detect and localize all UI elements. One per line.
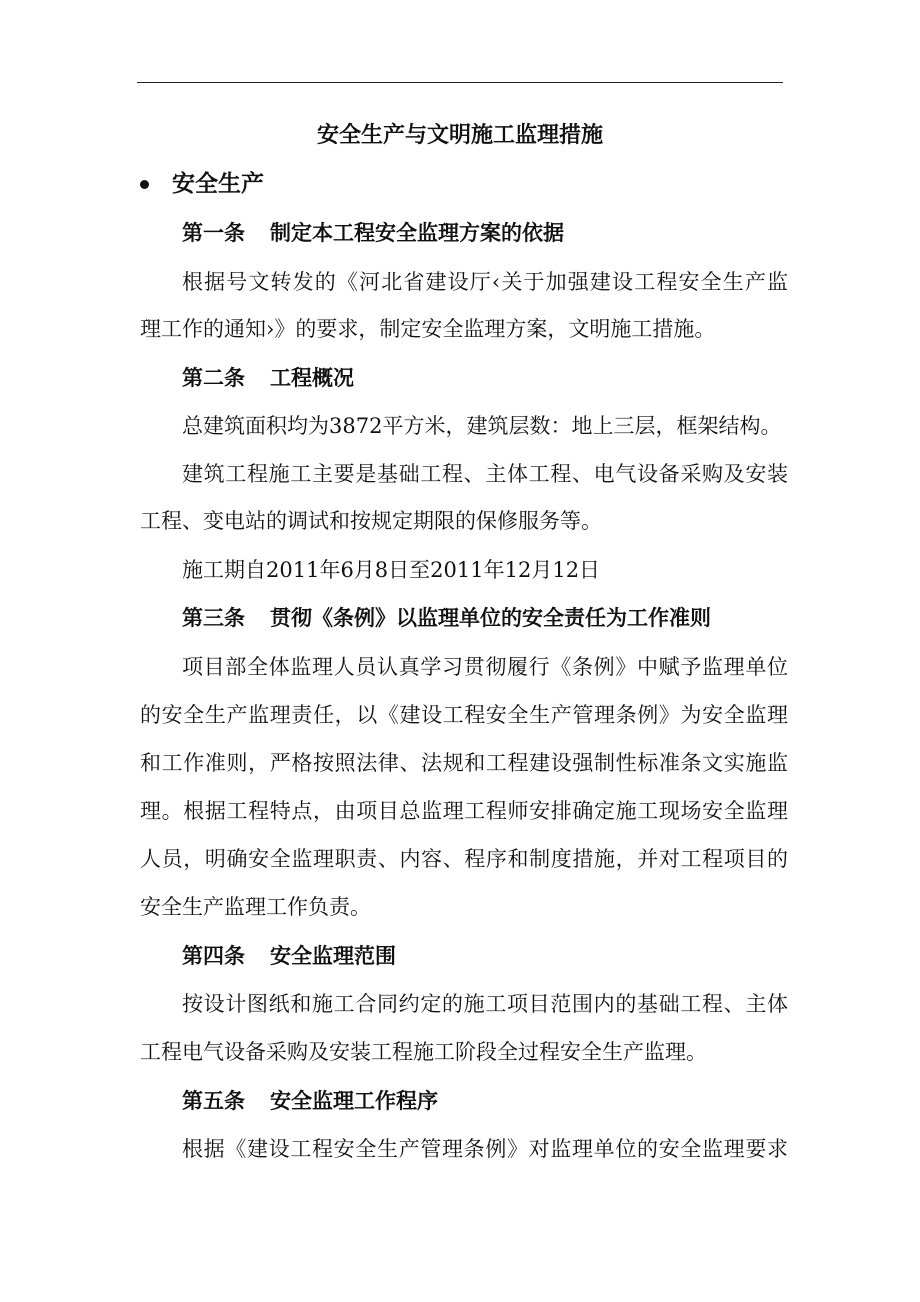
paragraph-line: 按设计图纸和施工合同约定的施工项目范围内的基础工程、主体 [182, 992, 788, 1016]
article-1-heading [182, 219, 564, 247]
article-3-label: 第三条 [182, 606, 245, 630]
paragraph-line: 工程电气设备采购及安装工程施工阶段全过程安全生产监理。 [140, 1040, 707, 1064]
paragraph-line: 安全生产监理工作负责。 [140, 895, 371, 919]
article-5-label: 第五条 [182, 1089, 245, 1113]
article-4-heading [182, 942, 396, 970]
paragraph-line: 和工作准则，严格按照法律、法规和工程建设强制性标准条文实施监 [140, 751, 788, 775]
article-1-title: 制定本工程安全监理方案的依据 [270, 221, 564, 245]
paragraph-line: 建筑工程施工主要是基础工程、主体工程、电气设备采购及安装 [182, 462, 788, 486]
bullet-icon [140, 180, 149, 189]
article-3-title: 贯彻《条例》以监理单位的安全责任为工作准则 [270, 606, 711, 630]
article-1-label: 第一条 [182, 221, 245, 245]
paragraph-line: 理工作的通知›》的要求，制定安全监理方案，文明施工措施。 [140, 317, 716, 341]
article-2-title: 工程概况 [270, 366, 354, 390]
paragraph-line: 理。根据工程特点，由项目总监理工程师安排确定施工现场安全监理 [140, 799, 788, 823]
section-heading: 安全生产 [172, 171, 264, 197]
paragraph-line: 根据《建设工程安全生产管理条例》对监理单位的安全监理要求 [182, 1137, 788, 1161]
document-title: 安全生产与文明施工监理措施 [316, 123, 603, 148]
article-2-heading [182, 364, 354, 392]
article-2-label: 第二条 [182, 366, 245, 390]
paragraph-line: 人员，明确安全监理职责、内容、程序和制度措施，并对工程项目的 [140, 847, 788, 871]
paragraph-line: 工程、变电站的调试和按规定期限的保修服务等。 [140, 509, 602, 533]
article-5-heading [182, 1087, 438, 1115]
article-4-title: 安全监理范围 [270, 944, 396, 968]
article-4-label: 第四条 [182, 944, 245, 968]
header-rule [137, 82, 783, 83]
paragraph-line: 的安全生产监理责任，以《建设工程安全生产管理条例》为安全监理 [140, 703, 788, 727]
paragraph-line: 项目部全体监理人员认真学习贯彻履行《条例》中赋予监理单位 [182, 655, 788, 679]
article-5-title: 安全监理工作程序 [270, 1089, 438, 1113]
paragraph-line: 总建筑面积均为3872平方米，建筑层数：地上三层，框架结构。 [182, 414, 782, 438]
article-3-heading [182, 604, 711, 632]
paragraph-line: 根据号文转发的《河北省建设厅‹关于加强建设工程安全生产监 [182, 270, 788, 294]
paragraph-line: 施工期自2011年6月8日至2011年12月12日 [182, 558, 601, 582]
